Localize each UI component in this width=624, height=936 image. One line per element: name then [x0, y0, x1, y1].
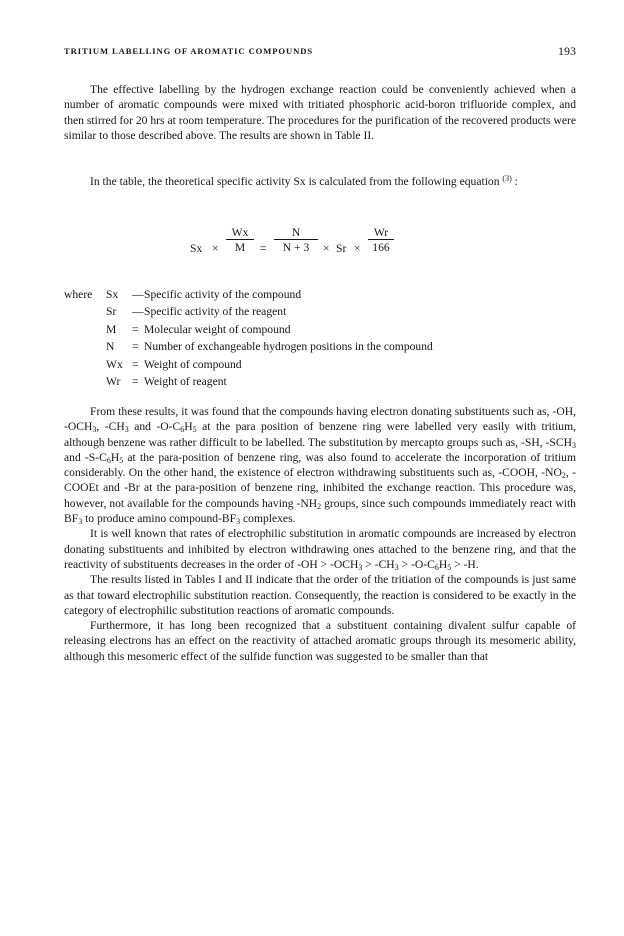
eq-n-plus-3: N + 3 [282, 241, 310, 254]
subscript: 5 [119, 455, 124, 465]
definition-symbol: Wx [106, 357, 123, 371]
page-header [64, 46, 576, 64]
subscript: 5 [192, 425, 197, 435]
definition-row [64, 303, 544, 320]
definition-separator: = [132, 322, 139, 336]
definition-symbol: Sx [106, 288, 119, 301]
eq-sr: Sr [336, 242, 347, 255]
paragraph-text [64, 174, 576, 189]
subscript: 3 [124, 425, 129, 435]
eq-wx: Wx [226, 226, 254, 240]
definition-symbol: M [106, 322, 117, 336]
subscript: 3 [572, 440, 576, 450]
subscript: 2 [561, 471, 566, 481]
subscript: 3 [394, 562, 399, 572]
definition-symbol: Sr [106, 305, 117, 319]
subscript: 6 [434, 562, 439, 572]
definition-separator: = [132, 340, 139, 354]
subscript: 6 [106, 455, 111, 465]
reference-marker: (3) [502, 174, 512, 183]
paragraph-equation-intro [64, 174, 576, 189]
definition-row [64, 356, 544, 373]
text-run: and -S-C [64, 450, 107, 464]
text-run: , -CH [96, 420, 125, 434]
text-run: and -O-C [128, 420, 181, 434]
text-run: > -H. [451, 557, 479, 571]
definition-row [64, 338, 544, 355]
definition-symbol: Wr [106, 374, 121, 388]
definition-symbol: N [106, 340, 115, 354]
text-run: > -CH [362, 557, 395, 571]
text-run: at the para-position of benzene ring, was also found to accelerate the incorporation of tritium considerably. On the other hand, the existence of electron withdrawing substituents such as, -COOH, -NO [64, 450, 576, 480]
subscript: 3 [92, 425, 97, 435]
specific-activity-equation [190, 226, 430, 272]
text-run: , -COOEt and -Br at the para-position of benzene ring, inhibited the exchange reaction. This procedure was, however, not available for the compounds having -NH [64, 466, 576, 510]
text-run: complexes. [240, 512, 296, 526]
subscript: 3 [78, 517, 83, 527]
definition-text: Weight of reagent [144, 374, 227, 388]
definition-text: Molecular weight of compound [144, 322, 291, 336]
text-run: It is well known that rates of electrophilic substitution in aromatic compounds are increased by electron donating substituents and inhibited by electron withdrawing ones attached to the benzene ring, and that the reactivity of substituents decreases in the order of -OH > -OCH [64, 527, 576, 571]
subscript: 5 [447, 562, 452, 572]
text-run: groups, since such compounds immediately react with BF [64, 496, 576, 526]
eq-m: M [234, 241, 246, 254]
definition-separator: = [132, 357, 139, 371]
definition-row [64, 321, 544, 338]
eq-times-3: × [354, 242, 361, 255]
text-run: > -O-C [398, 557, 435, 571]
paragraph-sulfur-effect: Furthermore, it has long been recognized that a substituent containing divalent sulfur capable of releasing electrons has an effect on the reactivity of attached aromatic groups through its mesomeric ability, although this mesomeric effect of the sulfide function was suggested to be smaller than that [64, 619, 576, 663]
eq-wr: Wr [368, 226, 394, 240]
eq-fraction-wr [368, 226, 394, 254]
text-run: From these results, it was found that the compounds having electron donating substituents such as, -OH, -OCH [64, 405, 576, 434]
text-run: at the para position of benzene ring were labelled very easily with tritium, although benzene was rather difficult to be labelled. The substitution by mercapto groups such as, -SH, -SCH [64, 420, 577, 449]
paragraph-text: The effective labelling by the hydrogen exchange reaction could be conveniently achieved when a number of aromatic compounds were mixed with tritiated phosphoric acid-boron trifluoride complex, and then stirred for 20 hrs at room temperature. The procedures for the purification of the recovered products were similar to those described above. The results are shown in Table II. [64, 83, 576, 142]
definition-row [64, 286, 544, 303]
paragraph-substituent-effects [64, 404, 576, 526]
eq-times-2: × [323, 242, 330, 255]
eq-fraction-n [274, 226, 318, 254]
definition-text: Number of exchangeable hydrogen positions in the compound [144, 340, 433, 354]
text-run: to produce amino compound-BF [82, 512, 237, 526]
eq-sx: Sx [190, 242, 203, 255]
definition-separator: — [132, 288, 144, 301]
where-label: where [64, 288, 93, 301]
definition-separator: = [132, 374, 139, 388]
subscript: 3 [358, 562, 363, 572]
subscript: 3 [236, 517, 241, 527]
running-head: TRITIUM LABELLING OF AROMATIC COMPOUNDS [64, 46, 314, 56]
text-run: H [110, 450, 120, 464]
definition-row [64, 373, 544, 390]
paragraph-intro [64, 82, 576, 143]
definition-text: Weight of compound [144, 357, 242, 371]
text-run: H [184, 420, 193, 434]
text-run: H [438, 557, 448, 571]
equation-intro-text: In the table, the theoretical specific activity Sx is calculated from the following equation [90, 175, 500, 188]
paragraph-electrophilic-order [64, 526, 576, 572]
paragraph-tritiation-order: The results listed in Tables I and II indicate that the order of the tritiation of the compounds is just same as that toward electrophilic substitution reaction. Consequently, the reaction is considered to be exactly in the category of electrophilic substitution reactions of aromatic compounds. [64, 573, 576, 617]
definition-text: Specific activity of the reagent [144, 305, 287, 319]
subscript: 6 [180, 425, 185, 435]
eq-fraction-wx-m [226, 226, 254, 254]
eq-equals: = [260, 242, 267, 255]
variable-definitions [64, 286, 544, 390]
equation-intro-tail: : [511, 175, 518, 188]
eq-166: 166 [372, 241, 390, 254]
subscript: 2 [317, 501, 322, 511]
page-number: 193 [558, 44, 576, 58]
results-discussion [64, 404, 576, 664]
eq-times-1: × [212, 242, 219, 255]
eq-n: N [274, 226, 318, 240]
definition-separator: — [132, 305, 144, 319]
definition-text: Specific activity of the compound [144, 288, 302, 301]
